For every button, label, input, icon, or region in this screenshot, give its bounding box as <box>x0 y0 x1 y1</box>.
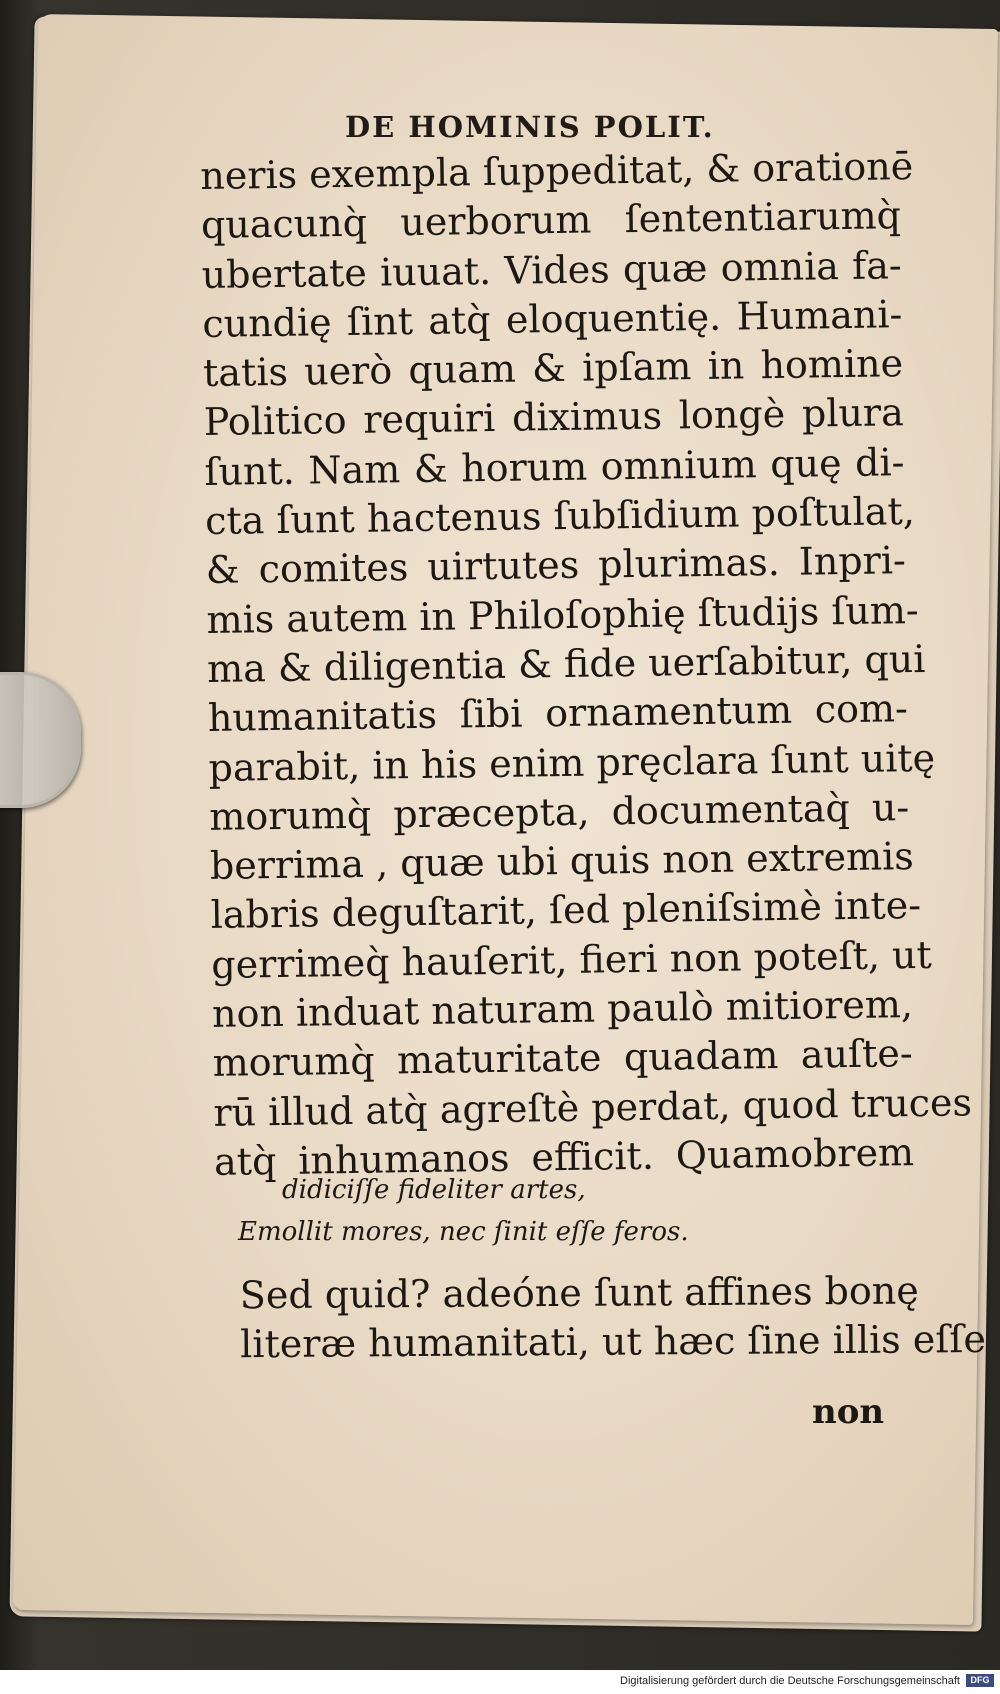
text-line: morumq̀ præcepta, documentaq̀ u- <box>208 785 910 839</box>
text-line: ubertate iuuat. Vides quæ omnia fa- <box>201 242 902 297</box>
text-line: mis autem in Philoſophię ſtudijs ſum- <box>206 587 920 642</box>
continuation-text-block <box>239 1266 987 1369</box>
text-line: ma & diligentia & fide uerſabitur, qui <box>206 636 926 691</box>
catchword: non <box>812 1392 885 1432</box>
text-line: atq̀ inhumanos efficit. Quamobrem <box>213 1130 915 1184</box>
text-line: & comites uirtutes plurimas. Inpri- <box>205 538 907 593</box>
text-line: cundię ſint atq̀ eloquentię. Humani- <box>202 292 903 346</box>
digitization-credit: Digitalisierung gefördert durch die Deutsche Forschungsgemeinschaft <box>620 1675 960 1687</box>
running-head: DE HOMINIS POLIT. <box>345 110 715 144</box>
text-line: parabit, in his enim pręclara ſunt uitę <box>208 735 936 790</box>
verse-quote-line: didiciſſe fideliter artes, <box>282 1175 586 1205</box>
text-line: non induat naturam paulò mitiorem, <box>211 982 914 1036</box>
text-line: cta ſunt hactenus ſubſidium poſtulat, <box>204 489 916 544</box>
text-line: Politico requiri diximus longè plura <box>203 390 905 445</box>
text-line: tatis uerò quam & ipſam in homine <box>202 341 904 396</box>
verse-quote-line: Emollit mores, nec ſinit eſſe feros. <box>238 1217 689 1247</box>
text-line: Sed quid? adeóne ſunt affines bonę <box>239 1268 919 1318</box>
text-line: quacunq̀ uerborum ſententiarumq̀ <box>200 193 902 248</box>
text-line: gerrimeq̀ hauſerit, fieri non poteſt, ut <box>211 932 933 987</box>
text-line: morumq̀ maturitate quadam auſte- <box>212 1031 913 1086</box>
text-line: ſunt. Nam & horum omnium quę di- <box>204 439 905 494</box>
text-line: berrima , quæ ubi quis non extremis <box>209 834 915 889</box>
text-line: rū illud atq̀ agreſtè perdat, quod truces <box>213 1079 973 1135</box>
text-line: labris deguſtarit, ſed pleniſsimè inte- <box>210 883 922 938</box>
text-line: humanitatis ſibi ornamentum com- <box>207 686 909 741</box>
main-text-block <box>200 142 973 1187</box>
dfg-logo: DFG <box>966 1674 994 1687</box>
text-line: neris exempla ſuppeditat, & orationē <box>200 144 914 198</box>
text-line: literæ humanitati, ut hæc ſine illis eſſe <box>240 1317 987 1367</box>
